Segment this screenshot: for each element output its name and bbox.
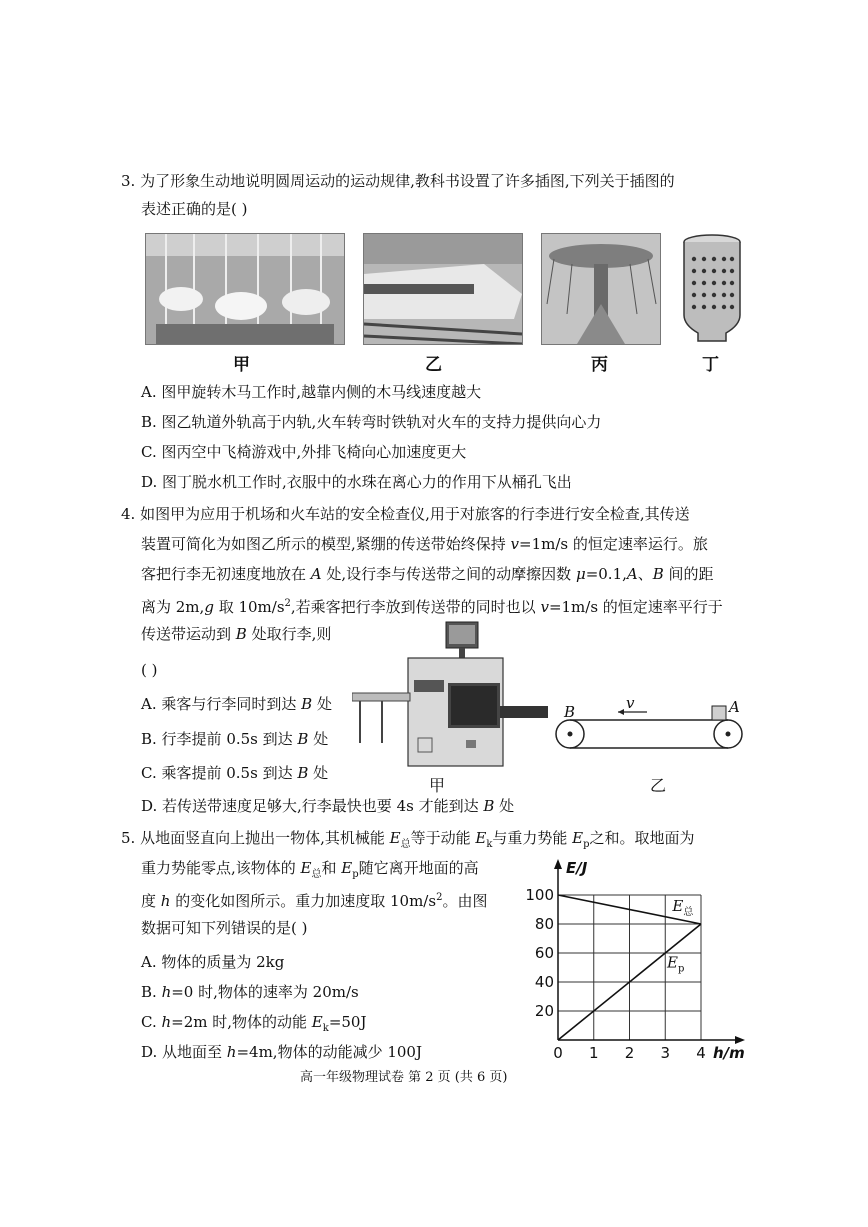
q4-stem-line3: 客把行李无初速度地放在 A 处,设行李与传送带之间的动摩擦因数 μ=0.1,A、B 间的距 [141, 565, 714, 583]
q5-option-c: C. h=2m 时,物体的动能 $E_k=50J$ [141, 1013, 367, 1034]
q4-answer-paren: ( ) [141, 661, 158, 679]
train-photo [363, 233, 523, 345]
y-axis-label: E/J [566, 859, 588, 877]
q3-caption-yi: 乙 [425, 355, 442, 375]
q4-option-b: B. 行李提前 0.5s 到达 B 处 [141, 730, 329, 748]
q5-option-b: B. h=0 时,物体的速率为 20m/s [141, 983, 359, 1001]
energy-height-chart [520, 855, 760, 1065]
page-footer: 高一年级物理试卷 第 2 页 (共 6 页) [300, 1070, 508, 1085]
x-axis-arrow [735, 1036, 745, 1044]
q4-stem-line4: 离为 2m,g 取 $10m/s^2$,若乘客把行李放到传送带的同时也以 v=1m/s 的恒定速率平行于 [141, 598, 723, 616]
y-tick-label: 100 [525, 886, 554, 904]
security-scanner-image [352, 618, 552, 773]
series-label-ep: $E_p$ [667, 953, 685, 975]
q5-stem-line3: 度 h 的变化如图所示。重力加速度取 $10m/s^2$。由图 [141, 892, 488, 910]
q3-option-c: C. 图丙空中飞椅游戏中,外排飞椅向心加速度更大 [141, 443, 467, 461]
q3-stem-line1: 3. 为了形象生动地说明圆周运动的运动规律,教科书设置了许多插图,下列关于插图的 [121, 172, 675, 190]
x-tick-label: 0 [553, 1044, 563, 1062]
q4-option-c: C. 乘客提前 0.5s 到达 B 处 [141, 764, 329, 782]
y-tick-label: 60 [534, 944, 554, 962]
q5-option-a: A. 物体的质量为 2kg [141, 953, 285, 971]
belt-label-v: v [626, 694, 635, 712]
q4-option-a: A. 乘客与行李同时到达 B 处 [141, 695, 332, 713]
q4-stem-line2: 装置可简化为如图乙所示的模型,紧绷的传送带始终保持 v=1m/s 的恒定速率运行。旅 [141, 535, 708, 553]
conveyor-belt-diagram [552, 690, 752, 760]
q5-stem-line4: 数据可知下列错误的是( ) [141, 919, 308, 937]
q3-option-b: B. 图乙轨道外轨高于内轨,火车转弯时铁轨对火车的支持力提供向心力 [141, 413, 602, 431]
q3-caption-jia: 甲 [233, 355, 250, 375]
q5-stem-line1: 5. 从地面竖直向上抛出一物体,其机械能 $E_总$等于动能 $E_k$与重力势能 $E_p$之和。取地面为 [121, 829, 695, 850]
q4-caption-jia: 甲 [429, 776, 446, 795]
x-axis-label: h/m [713, 1044, 745, 1062]
spin-dryer-drum-image [680, 233, 744, 345]
q3-option-d: D. 图丁脱水机工作时,衣服中的水珠在离心力的作用下从桶孔飞出 [141, 473, 572, 491]
q4-stem-line5: 传送带运动到 B 处取行李,则 [141, 625, 332, 643]
q3-option-a: A. 图甲旋转木马工作时,越靠内侧的木马线速度越大 [141, 383, 482, 401]
carousel-photo [145, 233, 345, 345]
x-tick-label: 1 [588, 1044, 599, 1062]
q4-option-d: D. 若传送带速度足够大,行李最快也要 4s 才能到达 B 处 [141, 797, 515, 815]
belt-label-b: B [564, 703, 576, 721]
q3-stem-line2: 表述正确的是( ) [141, 200, 248, 218]
swing-ride-photo [541, 233, 661, 345]
q3-caption-bing: 丙 [591, 355, 608, 375]
q5-option-d: D. 从地面至 h=4m,物体的动能减少 100J [141, 1043, 422, 1061]
q4-caption-yi: 乙 [650, 776, 667, 795]
x-tick-label: 4 [696, 1044, 706, 1062]
y-tick-label: 40 [534, 973, 554, 991]
x-tick-label: 3 [660, 1044, 671, 1062]
belt-label-a: A [729, 698, 740, 716]
y-tick-label: 80 [534, 915, 554, 933]
y-axis-arrow [554, 859, 562, 869]
q5-stem-line2: 重力势能零点,该物体的 $E_总$和 $E_p$随它离开地面的高 [141, 859, 479, 880]
x-tick-label: 2 [624, 1044, 635, 1062]
y-tick-label: 20 [534, 1002, 554, 1020]
q3-caption-ding: 丁 [702, 355, 719, 375]
series-label-etotal: $E_总$ [672, 896, 694, 918]
chart-axes [554, 859, 745, 1044]
q4-stem-line1: 4. 如图甲为应用于机场和火车站的安全检查仪,用于对旅客的行李进行安全检查,其传送 [121, 505, 690, 523]
